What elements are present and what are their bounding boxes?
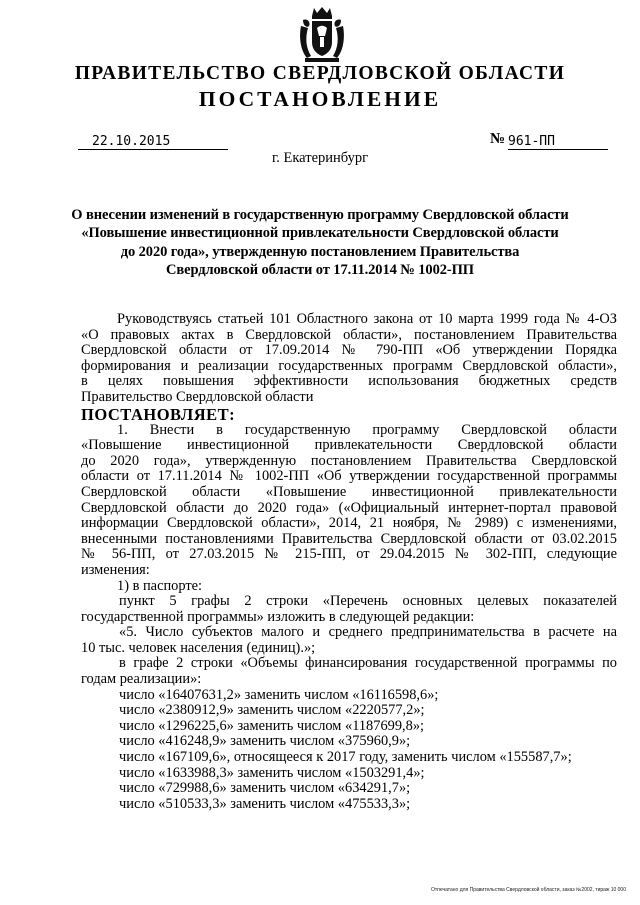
- item1-line: 1. Внести в государственную программу Свердловской области: [117, 422, 617, 438]
- title-line: Свердловской области от 17.11.2014 № 1002-ПП: [166, 262, 474, 279]
- document-number: 961-ПП: [508, 134, 608, 150]
- replacement-line: число «416248,9» заменить числом «375960,9»;: [119, 733, 411, 750]
- document-body: [81, 312, 617, 812]
- replacement-line: число «2380912,9» заменить числом «2220577,2»;: [119, 702, 425, 719]
- replacement-line: число «167109,6», относящееся к 2017 году, заменить числом «155587,7»;: [119, 749, 572, 766]
- print-footer: Отпечатано для Правительства Свердловской области, заказ №2002, тираж 10 000: [430, 887, 626, 893]
- number-label: №: [490, 131, 506, 147]
- item1-line: области от 17.11.2014 № 1002-ПП «Об утверждении государственной программы: [81, 469, 617, 485]
- point5-line: государственной программы» изложить в следующей редакции:: [81, 608, 475, 625]
- replacement-line: число «1296225,6» заменить числом «1187699,8»;: [119, 717, 425, 734]
- quote-line: 10 тыс. человек населения (единиц).»;: [81, 639, 316, 656]
- title-line: «Повышение инвестиционной привлекательности Свердловской области: [81, 225, 559, 242]
- title-line: О внесении изменений в государственную программу Свердловской области: [71, 207, 569, 223]
- item1-line: внесенными постановлениями Правительства Свердловской области от 03.02.2015: [81, 531, 617, 547]
- subitem-passport: 1) в паспорте:: [117, 577, 203, 594]
- item1-line: Свердловской области до 2020 года» («Официальный интернет-портал правовой: [81, 500, 617, 516]
- item1-line: № 56-ПП, от 27.03.2015 № 215-ПП, от 29.04.2015 № 302-ПП, следующие: [81, 547, 617, 563]
- document-date: 22.10.2015: [78, 134, 228, 150]
- graph2-line: годам реализации»:: [81, 671, 202, 688]
- preamble-line: в целях повышения эффективности использования бюджетных средств: [81, 374, 617, 390]
- organization-title: ПРАВИТЕЛЬСТВО СВЕРДЛОВСКОЙ ОБЛАСТИ: [74, 63, 566, 84]
- resolves-heading: ПОСТАНОВЛЯЕТ:: [81, 404, 236, 424]
- graph2-line: в графе 2 строки «Объемы финансирования государственной программы по: [119, 656, 617, 672]
- title-line: до 2020 года», утвержденную постановлением Правительства: [120, 243, 520, 260]
- preamble-line: Правительство Свердловской области: [81, 388, 314, 405]
- preamble-line: Свердловской области от 17.09.2014 № 790-ПП «Об утверждении Порядка: [81, 343, 617, 359]
- replacement-line: число «1633988,3» заменить числом «1503291,4»;: [119, 764, 425, 781]
- document-kind: ПОСТАНОВЛЕНИЕ: [198, 87, 442, 111]
- item1-line: до 2020 года», утвержденную постановлением Правительства Свердловской: [81, 453, 617, 469]
- quote-line: «5. Число субъектов малого и среднего предпринимательства в расчете на: [119, 625, 617, 641]
- item1-line: «Повышение инвестиционной привлекательности Свердловской области: [81, 438, 617, 454]
- replacement-line: число «729988,6» заменить числом «634291,7»;: [119, 780, 411, 797]
- replacement-line: число «510533,3» заменить числом «475533,3»;: [119, 795, 411, 812]
- city: г. Екатеринбург: [271, 150, 369, 166]
- coat-of-arms-icon: [297, 6, 347, 64]
- point5-line: пункт 5 графы 2 строки «Перечень основных целевых показателей: [119, 594, 617, 610]
- preamble-line: «О правовых актах в Свердловской области», постановлением Правительства: [81, 327, 617, 343]
- preamble-line: формирования и реализации государственных программ Свердловской области»,: [81, 358, 617, 374]
- replacement-line: число «16407631,2» заменить числом «16116598,6»;: [119, 686, 439, 703]
- document-title: [70, 206, 570, 280]
- preamble-line: Руководствуясь статьей 101 Областного закона от 10 марта 1999 года № 4-ОЗ: [117, 312, 617, 327]
- item1-line: информации Свердловской области», 2014, 21 ноября, № 2989) с изменениями,: [81, 516, 617, 532]
- item1-line: Свердловской области «Повышение инвестиционной привлекательности: [81, 484, 617, 500]
- item1-line: изменения:: [81, 561, 150, 578]
